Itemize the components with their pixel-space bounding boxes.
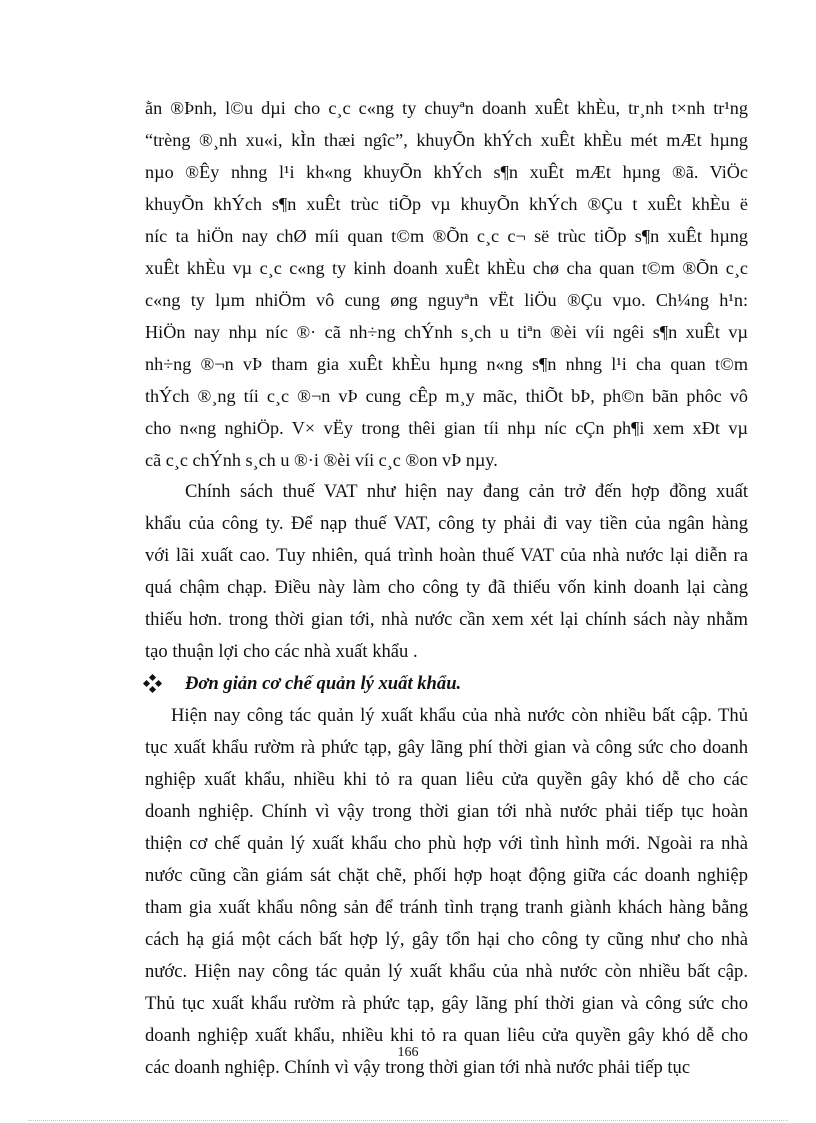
text-line: khẩu của công ty. Để nạp thuế VAT, công ty phải đi vay tiền của ngân hàng — [145, 513, 748, 534]
text-line: Thủ tục xuất khẩu rườm rà phức tạp, gây lãng phí thời gian và công sức cho — [145, 993, 748, 1014]
legacy-encoded-paragraph — [145, 92, 748, 476]
text-line: cách hạ giá một cách bất hợp lý, gây tổn hại cho công ty cũng như cho nhà — [145, 929, 748, 950]
text-line: các doanh nghiệp. Chính vì vậy trong thời gian tới nhà nước phải tiếp tục — [145, 1057, 691, 1078]
text-line: ằn ®Þnh, l©u dµi cho c¸c c«ng ty chuyªn doanh xuÊt khÈu, tr¸nh t×nh tr¹ng — [145, 98, 748, 118]
text-line: HiÖn nay nhµ níc ®· cã nh÷ng chÝnh s¸ch u tiªn ®èi víi ngêi s¶n xuÊt vµ — [145, 322, 748, 342]
body-text — [145, 92, 748, 1084]
text-line: khuyÕn khÝch s¶n xuÊt trùc tiÕp vµ khuyÕn khÝch ®Çu t xuÊt khÈu ë — [145, 194, 748, 214]
text-line: doanh nghiệp. Chính vì vậy trong thời gian tới nhà nước phải tiếp tục hoàn — [145, 801, 748, 822]
text-line: nµo ®Êy nhng l¹i kh«ng khuyÕn khÝch s¶n xuÊt mÆt hµng ®ã. ViÖc — [145, 162, 748, 182]
text-line: quá chậm chạp. Điều này làm cho công ty đã thiếu vốn kinh doanh lại càng — [145, 577, 748, 598]
text-line: cho n«ng nghiÖp. V× vËy trong thêi gian tíi nhµ níc cÇn ph¶i xem xÐt vµ — [145, 418, 748, 438]
text-line: tạo thuận lợi cho các nhà xuất khẩu . — [145, 641, 418, 662]
four-diamond-bullet-icon — [144, 675, 162, 693]
vat-paragraph — [145, 476, 748, 668]
text-line: tục xuất khẩu rườm rà phức tạp, gây lãng phí thời gian và công sức cho doanh — [145, 737, 748, 758]
management-paragraph — [145, 700, 748, 1084]
text-line: với lãi xuất cao. Tuy nhiên, quá trình hoàn thuế VAT của nhà nước lại diễn ra — [145, 545, 748, 566]
text-line: c«ng ty lµm nhiÖm vô cung øng nguyªn vËt liÖu ®Çu vµo. Ch¼ng h¹n: — [145, 290, 748, 310]
text-line: nghiệp xuất khẩu, nhiều khi tỏ ra quan liêu cửa quyền gây khó dễ cho các — [145, 769, 748, 790]
text-line: nh÷ng ®¬n vÞ tham gia xuÊt khÈu hµng n«ng s¶n nhng l¹i cha quan t©m — [145, 354, 748, 374]
text-line: xuÊt khÈu vµ c¸c c«ng ty kinh doanh xuÊt khÈu chø cha quan t©m ®Õn c¸c — [145, 258, 748, 278]
text-line: tham gia xuất khẩu nông sản để tránh tình trạng tranh giành khách hàng bằng — [145, 897, 748, 918]
section-heading-text: Đơn giản cơ chế quản lý xuất khẩu. — [185, 673, 462, 694]
text-line: Hiện nay công tác quản lý xuất khẩu của nhà nước còn nhiều bất cập. Thủ — [171, 705, 748, 726]
text-line: “trèng ®¸nh xu«i, kÌn thæi ngîc”, khuyÕn khÝch xuÊt khÈu mét mÆt hµng — [145, 130, 748, 150]
text-line: thÝch ®¸ng tíi c¸c ®¬n vÞ cung cÊp m¸y mãc, thiÕt bÞ, ph©n bãn phôc vô — [145, 386, 748, 406]
text-line: Chính sách thuế VAT như hiện nay đang cản trở đến hợp đồng xuất — [185, 481, 748, 502]
page-number: 166 — [397, 1045, 419, 1060]
text-line: thiện cơ chế quản lý xuất khẩu cho phù hợp với tình hình mới. Ngoài ra nhà — [145, 833, 748, 854]
text-line: níc ta hiÖn nay chØ míi quan t©m ®Õn c¸c c¬ së trùc tiÕp s¶n xuÊt hµng — [145, 226, 748, 246]
text-line: doanh nghiệp xuất khẩu, nhiều khi tỏ ra quan liêu cửa quyền gây khó dễ cho — [145, 1025, 748, 1046]
text-line: thiếu hơn. trong thời gian tới, nhà nước cần xem xét lại chính sách này nhằm — [145, 609, 748, 630]
section-heading — [145, 668, 748, 700]
page-bottom-divider — [28, 1120, 788, 1121]
text-line: nước cũng cần giám sát chặt chẽ, phối hợp hoạt động giữa các doanh nghiệp — [145, 865, 748, 886]
text-line: cã c¸c chÝnh s¸ch u ®·i ®èi víi c¸c ®on vÞ nµy. — [145, 450, 498, 470]
text-line: nước. Hiện nay công tác quản lý xuất khẩu của nhà nước còn nhiều bất cập. — [145, 961, 748, 982]
